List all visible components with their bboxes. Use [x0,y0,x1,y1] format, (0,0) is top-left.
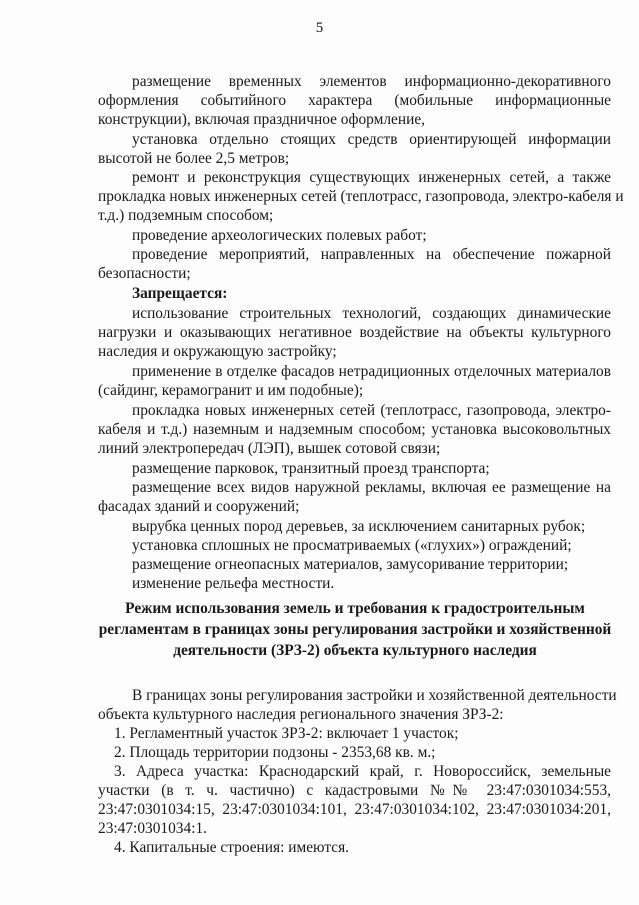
numbered-item-2: 2. Площадь территории подзоны - 2353,68 кв. м.; [114,744,436,761]
section-heading-line-1: Режим использования земель и требования к градостроительным [125,600,585,617]
forbidden-item-7-line-1: установка сплошных не просматриваемых («глухих») ограждений; [132,537,572,554]
section-heading-line-2: регламентам в границах зоны регулирования застройки и хозяйственной [98,621,612,638]
forbidden-item-3-line-3: линий электропередач (ЛЭП), вышек сотовой связи; [98,440,441,457]
numbered-item-4: 4. Капитальные строения: имеются. [114,839,349,856]
forbidden-item-2-line-2: (сайдинг, керамогранит и им подобные); [98,382,364,399]
forbidden-item-1-line-1: использование строительных технологий, создающих динамические [132,305,611,322]
forbidden-item-3-line-2: кабеля и т.д.) наземным и надземным способом; установка высоковольтных [98,421,611,438]
numbered-item-1: 1. Регламентный участок ЗРЗ-2: включает 1 участок; [114,725,459,742]
allowed-item-2-line-1: установка отдельно стоящих средств ориентирующей информации [132,131,611,148]
forbidden-item-3-line-1: прокладка новых инженерных сетей (теплотрасс, газопровода, электро- [132,402,611,419]
allowed-item-4-line-1: проведение археологических полевых работ; [132,227,427,244]
allowed-item-2-line-2: высотой не более 2,5 метров; [98,150,290,167]
section-heading-line-3: деятельности (ЗРЗ-2) объекта культурного наследия [173,642,537,659]
allowed-item-3-line-2: прокладка новых инженерных сетей (теплотрасс, газопровода, электро-кабеля и [98,188,624,205]
allowed-item-1-line-3: конструкции), включая праздничное оформление, [98,111,426,128]
allowed-item-3-line-3: т.д.) подземным способом; [98,207,274,224]
numbered-item-3-line-1: 3. Адреса участка: Краснодарский край, г. Новороссийск, земельные [114,763,611,780]
forbidden-item-8-line-1: размещение огнеопасных материалов, замусоривание территории; [132,556,569,573]
allowed-item-3-line-1: ремонт и реконструкция существующих инженерных сетей, а также [132,169,611,186]
forbidden-item-4-line-1: размещение парковок, транзитный проезд транспорта; [132,460,490,477]
allowed-item-5-line-1: проведение мероприятий, направленных на обеспечение пожарной [132,246,611,263]
page-number: 5 [315,20,324,36]
numbered-item-3-line-2: участки (в т. ч. частично) с кадастровыми №№ 23:47:0301034:553, [98,782,611,799]
numbered-item-3-line-4: 23:47:0301034:1. [98,820,208,837]
forbidden-item-9-line-1: изменение рельефа местности. [132,575,335,592]
numbered-item-3-line-3: 23:47:0301034:15, 23:47:0301034:101, 23:47:0301034:102, 23:47:0301034:201, [98,801,611,818]
forbidden-heading: Запрещается: [132,285,228,302]
intro-line-1: В границах зоны регулирования застройки и хозяйственной деятельности [132,687,617,704]
forbidden-item-1-line-2: нагрузки и оказывающих негативное воздействие на объекты культурного [98,324,611,341]
forbidden-item-6-line-1: вырубка ценных пород деревьев, за исключением санитарных рубок; [132,518,586,535]
allowed-item-1-line-1: размещение временных элементов информационно-декоративного [132,73,611,90]
allowed-item-1-line-2: оформления событийного характера (мобильные информационные [98,92,611,109]
forbidden-item-2-line-1: применение в отделке фасадов нетрадиционных отделочных материалов [132,363,611,380]
allowed-item-5-line-2: безопасности; [98,265,191,282]
forbidden-item-5-line-1: размещение всех видов наружной рекламы, включая ее размещение на [132,479,611,496]
intro-line-2: объекта культурного наследия регионального значения ЗРЗ-2: [98,706,504,723]
forbidden-item-1-line-3: наследия и окружающую застройку; [98,343,337,360]
forbidden-item-5-line-2: фасадах зданий и сооружений; [98,498,300,515]
